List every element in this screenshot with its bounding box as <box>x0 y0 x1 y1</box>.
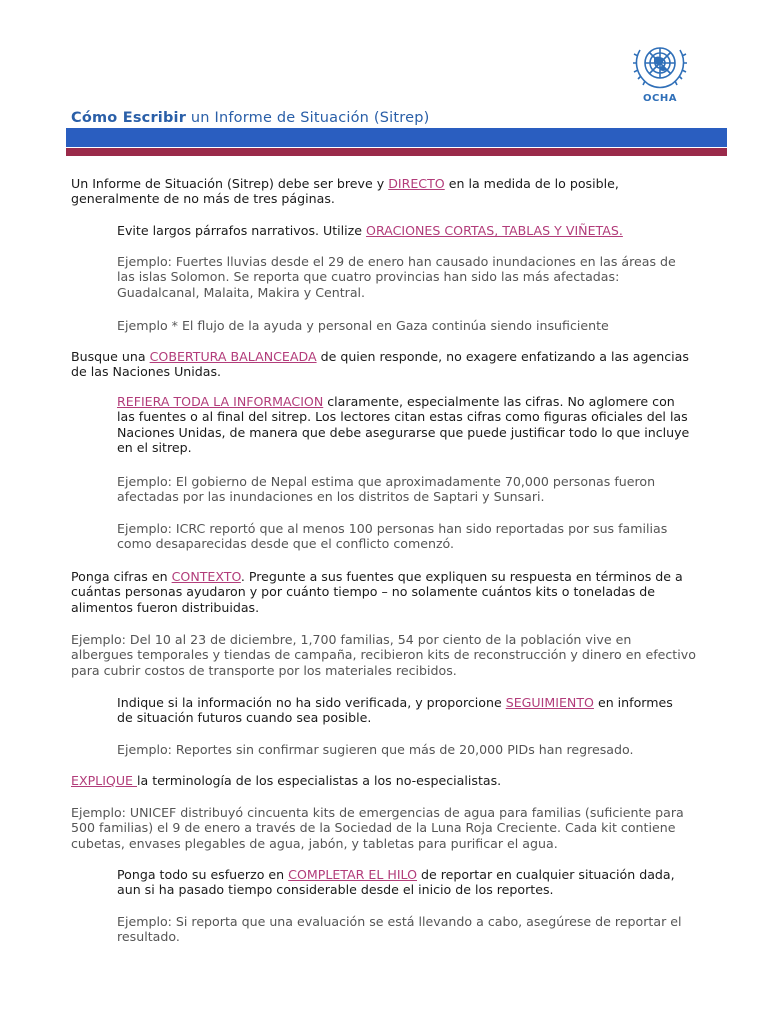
paragraph-complete-thread <box>117 867 675 898</box>
text: claramente, especialmente las cifras. No aglomere con <box>323 394 675 409</box>
text: Evite largos párrafos narrativos. Utilize <box>117 223 367 238</box>
text: Ponga todo su esfuerzo en <box>117 867 289 882</box>
link-refiera-informacion[interactable]: REFIERA TODA LA INFORMACION <box>117 394 324 409</box>
example-icrc <box>117 521 667 552</box>
text: Naciones Unidas, de manera que debe asegurarse que puede justificar todo lo que incluye <box>117 424 690 440</box>
un-emblem-icon <box>630 36 690 94</box>
text: Busque una <box>71 349 150 364</box>
paragraph-context <box>71 569 683 615</box>
text: de quien responde, no exagere enfatizando a las agencias <box>316 349 689 364</box>
paragraph-refer-info <box>117 394 689 456</box>
text: las islas Solomon. Se reporta que cuatro provincias han sido las más afectadas: <box>117 269 620 285</box>
text: Ejemplo: UNICEF distribuyó cincuenta kits de emergencias de agua para familias (suficiente para <box>71 805 684 820</box>
text: en el sitrep. <box>117 440 192 456</box>
text: Guadalcanal, Malaita, Makira y Central. <box>117 284 366 300</box>
paragraph-short-sentences <box>117 223 623 238</box>
link-cobertura-balanceada[interactable]: COBERTURA BALANCEADA <box>149 349 317 364</box>
title-rest: un Informe de Situación (Sitrep) <box>186 110 430 126</box>
text: la terminología de los especialistas a los no-especialistas. <box>137 773 502 788</box>
text: aun si ha pasado tiempo considerable desde el inicio de los reportes. <box>117 882 554 898</box>
example-gaza <box>117 318 609 333</box>
text: afectadas por las inundaciones en los distritos de Saptari y Sunsari. <box>117 489 545 505</box>
title-bold: Cómo Escribir <box>71 110 187 126</box>
ocha-logo <box>630 36 690 108</box>
text: en informes <box>593 695 673 710</box>
paragraph-brevity <box>71 176 619 207</box>
link-seguimiento[interactable]: SEGUIMIENTO <box>505 695 594 710</box>
text: Ejemplo * El flujo de la ayuda y personal en Gaza continúa siendo insuficiente <box>117 318 609 333</box>
link-directo[interactable]: DIRECTO <box>388 176 445 191</box>
example-pids <box>117 742 634 757</box>
link-explique[interactable]: EXPLIQUE <box>71 773 138 788</box>
text: de reportar en cualquier situación dada, <box>417 867 675 882</box>
text: 500 familias) el 9 de enero a través de la Sociedad de la Luna Roja Creciente. Cada kit contiene <box>71 820 676 836</box>
text: cuántas personas ayudaron y por cuánto tiempo – no solamente cuántos kits o toneladas de <box>71 584 656 600</box>
text: alimentos fueron distribuidas. <box>71 599 260 615</box>
header-bar-red <box>66 148 727 156</box>
text: generalmente de no más de tres páginas. <box>71 191 335 207</box>
text: Ponga cifras en <box>71 569 172 584</box>
text: Ejemplo: El gobierno de Nepal estima que aproximadamente 70,000 personas fueron <box>117 474 656 489</box>
paragraph-follow-up <box>117 695 673 726</box>
text: como desaparecidas desde que el conflicto comenzó. <box>117 536 455 552</box>
text: albergues temporales y tiendas de campaña, recibieron kits de reconstrucción y dinero en efectivo <box>71 647 696 663</box>
example-evaluation <box>117 914 682 945</box>
text: Ejemplo: Fuertes lluvias desde el 29 de enero han causado inundaciones en las áreas de <box>117 254 676 269</box>
text: en la medida de lo posible, <box>444 176 619 191</box>
example-unicef <box>71 805 684 851</box>
example-solomon <box>117 254 676 300</box>
example-nepal <box>117 474 655 505</box>
logo-label: OCHA <box>643 93 677 104</box>
text: de las Naciones Unidas. <box>71 364 222 380</box>
text: Ejemplo: Reportes sin confirmar sugieren que más de 20,000 PIDs han regresado. <box>117 742 634 757</box>
text: Indique si la información no ha sido verificada, y proporcione <box>117 695 506 710</box>
text: cubetas, envases plegables de agua, jabón, y tabletas para purificar el agua. <box>71 835 558 851</box>
text: resultado. <box>117 929 180 945</box>
text: de situación futuros cuando sea posible. <box>117 710 372 726</box>
text: Ejemplo: Del 10 al 23 de diciembre, 1,700 familias, 54 por ciento de la población vive en <box>71 632 632 647</box>
text: las fuentes o al final del sitrep. Los lectores citan estas cifras como figuras oficiales del las <box>117 409 688 425</box>
text: para cubrir costos de transporte por los materiales recibidos. <box>71 662 457 678</box>
link-completar-hilo[interactable]: COMPLETAR EL HILO <box>288 867 418 882</box>
link-contexto[interactable]: CONTEXTO <box>171 569 241 584</box>
text: . Pregunte a sus fuentes que expliquen su respuesta en términos de a <box>240 569 683 584</box>
example-december <box>71 632 696 678</box>
link-oraciones-cortas[interactable]: ORACIONES CORTAS, TABLAS Y VIÑETAS. <box>366 223 623 238</box>
text: Ejemplo: Si reporta que una evaluación se está llevando a cabo, asegúrese de reportar el <box>117 914 682 929</box>
page-title <box>71 110 429 126</box>
text: Ejemplo: ICRC reportó que al menos 100 personas han sido reportadas por sus familias <box>117 521 668 536</box>
header-bar-blue <box>66 128 727 147</box>
paragraph-balanced-coverage <box>71 349 689 380</box>
text: Un Informe de Situación (Sitrep) debe ser breve y <box>71 176 389 191</box>
paragraph-explain <box>71 773 501 788</box>
